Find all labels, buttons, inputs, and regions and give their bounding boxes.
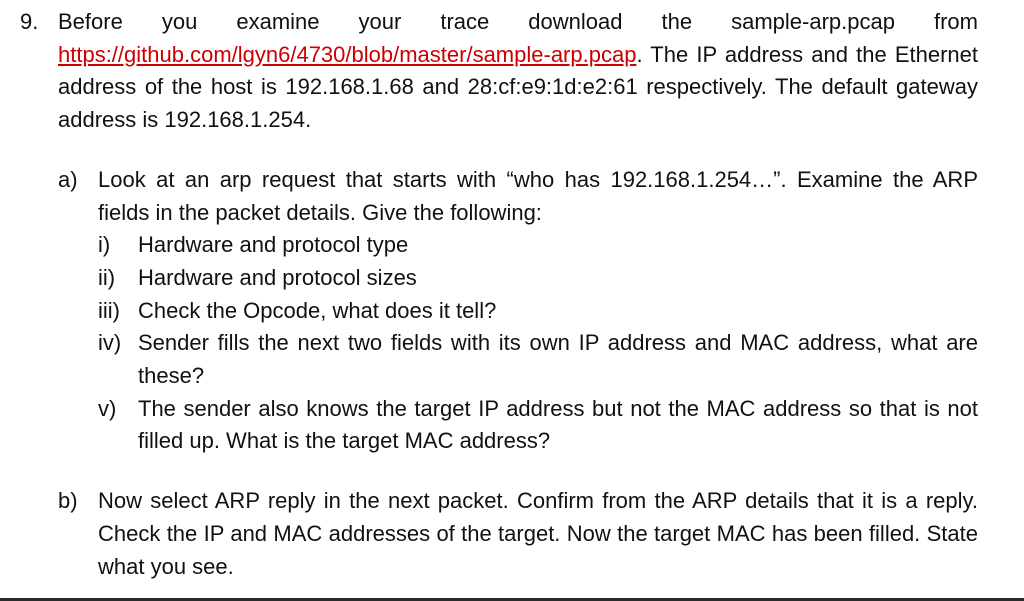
sub-item-label: iii) [98, 297, 120, 323]
question-number: 9. [20, 9, 39, 34]
question-text [58, 6, 978, 137]
sub-item-ii [98, 262, 978, 295]
sub-item-label: ii) [98, 264, 116, 290]
part-a-body [98, 164, 978, 458]
sub-item-label: iv) [98, 330, 122, 356]
part-a [0, 164, 1024, 458]
question-details: . The IP address and the Ethernet address of the host is 192.168.1.68 and 28:cf:e9:1d:e2:61 respectively. The default gateway address is 192.168.1.254. [58, 41, 978, 133]
question-intro: Before you examine your trace download the sample-arp.pcap from [58, 9, 978, 34]
sub-item-text: Sender fills the next two fields with its own IP address and MAC address, what are these? [138, 330, 978, 389]
part-a-label: a) [58, 166, 78, 192]
sub-item-iii [98, 295, 978, 328]
sub-item-iv [98, 327, 978, 392]
sub-item-text: Check the Opcode, what does it tell? [138, 297, 497, 323]
document-page [0, 6, 1024, 583]
sub-item-text: The sender also knows the target IP address but not the MAC address so that is not filled up. What is the target MAC address? [138, 395, 978, 454]
sub-item-label: v) [98, 395, 117, 421]
part-b-text: Now select ARP reply in the next packet. Confirm from the ARP details that it is a reply. Check the IP and MAC addresses of the target. Now the target MAC has been filled. State what you see. [98, 488, 978, 579]
part-a-text: Look at an arp request that starts with “who has 192.168.1.254…”. Examine the ARP fields in the packet details. Give the following: [98, 166, 978, 225]
sub-item-text: Hardware and protocol type [138, 232, 409, 258]
sub-item-v [98, 393, 978, 458]
question-9 [0, 6, 1024, 137]
part-a-sub-list [98, 229, 978, 458]
sub-item-i [98, 229, 978, 262]
part-b-label: b) [58, 488, 78, 514]
part-b [0, 485, 1024, 583]
pcap-download-link[interactable]: https://github.com/lgyn6/4730/blob/master/sample-arp.pcap [58, 41, 637, 67]
sub-item-text: Hardware and protocol sizes [138, 264, 417, 290]
sub-item-label: i) [98, 232, 111, 258]
